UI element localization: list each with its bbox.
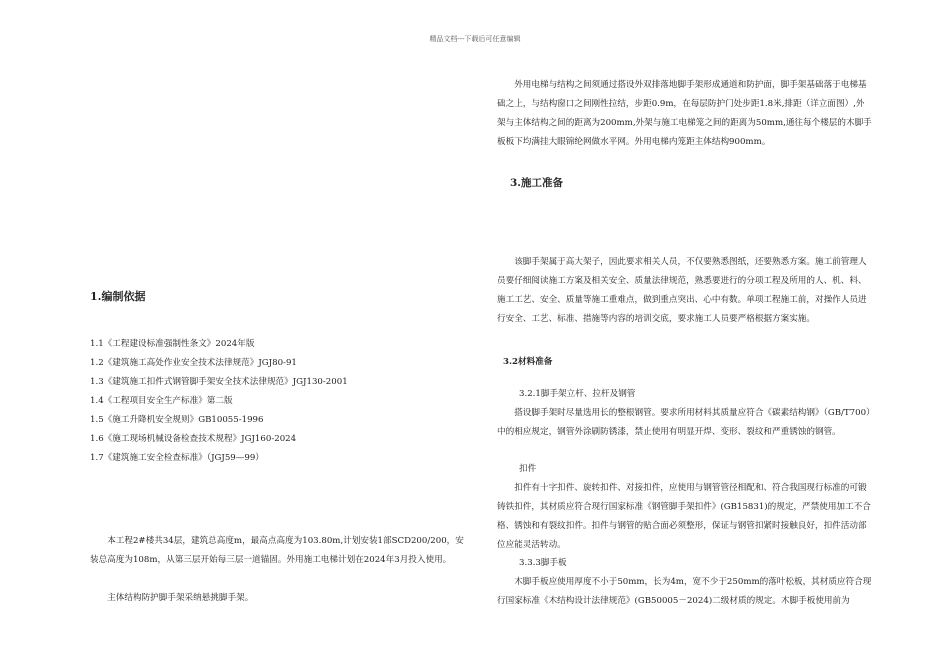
preparation-paragraph: 该脚手架属于高大架子，因此要求相关人员，不仅要熟悉图纸，还要熟悉方案。施工前管理人员要仔细阅读施工方案及相关安全、质量法律规范，熟悉要进行的分项工程及所用的人、机、料、施工工艺、安全、质量等施工重难点，做到重点突出、心中有数。单项工程施工前，对操作人员进行安全、工艺、标准、措施等内容的培训交底，要求施工人员要严格根据方案实施。: [497, 257, 867, 324]
project-paragraph: 本工程2#楼共34层，建筑总高度m，最高点高度为103.80m,计划安装1部SCD200/200，安装总高度为108m，从第三层开始每三层一道锚固。外用施工电梯计划在2024年3月投入使用。: [90, 536, 464, 565]
elevator-paragraph: 外用电梯与结构之间须通过搭设外双排落地脚手架形成通道和防护面，脚手架基础落于电梯基础之上，与结构窗口之间刚性拉结，步距0.9m，在每层防护门处步距1.8米,排距（详立面图）,外架与主体结构之间的距离为200mm,外架与施工电梯笼之间的距离为50mm,通往每个楼层的木脚手板板下均满挂大眼锦纶网做水平网。外用电梯内笼距主体结构900mm。: [497, 80, 872, 147]
section-title-materials: 3.2材料准备: [503, 357, 553, 367]
reference-item: 1.4《工程项目安全生产标准》第二版: [90, 396, 233, 406]
section-title-preparation: 3.施工准备: [510, 177, 563, 189]
fasteners-paragraph: 扣件有十字扣件、旋转扣件、对接扣件，应使用与钢管管径相配和、符合我国现行标准的可锻铸铁扣件，其材质应符合现行国家标准《钢管脚手架扣件》(GB15831)的规定，严禁使用加工不合格、锈蚀和有裂纹扣件。扣件与钢管的贴合面必须整形，保证与钢管扣紧时接触良好，扣件活动部位应能灵活转动。: [497, 483, 871, 550]
reference-item: 1.6《施工现场机械设备检查技术规程》JGJ160-2024: [90, 434, 297, 444]
subsection-title-boards: 3.3.3脚手板: [519, 558, 567, 568]
boards-paragraph: 木脚手板应使用厚度不小于50mm，长为4m，宽不少于250mm的落叶松板，其材质应符合现行国家标准《木结构设计法律规范》(GB50005－2024)二级材质的规定。木脚手板使用前为: [497, 577, 872, 606]
pipes-paragraph: 搭设脚手架时尽量选用长的整根钢管。要求所用材料其质量应符合《碳素结构钢》（GB/T700）中的相应规定，钢管外涂刷防锈漆，禁止使用有明显开焊、变形、裂纹和严重锈蚀的钢管。: [497, 408, 871, 437]
reference-item: 1.5《施工升降机安全规则》GB10055-1996: [90, 415, 264, 425]
reference-item: 1.3《建筑施工扣件式钢管脚手架安全技术法律规范》JGJ130-2001: [90, 377, 348, 387]
reference-item: 1.1《工程建设标准强制性条文》2024年版: [90, 339, 255, 349]
reference-item: 1.2《建筑施工高处作业安全技术法律规范》JGJ80-91: [90, 358, 297, 368]
reference-item: 1.7《建筑施工安全检查标准》（JGJ59—99）: [90, 453, 264, 463]
section-title-basis: 1.编制依据: [90, 290, 146, 303]
page-header: 精品文档---下载后可任意编辑: [429, 35, 521, 43]
subsection-title-fasteners: 扣件: [519, 464, 537, 474]
structure-paragraph: 主体结构防护脚手架采纳悬挑脚手架。: [107, 593, 254, 603]
subsection-title-pipes: 3.2.1脚手架立杆、拉杆及钢管: [519, 389, 636, 399]
